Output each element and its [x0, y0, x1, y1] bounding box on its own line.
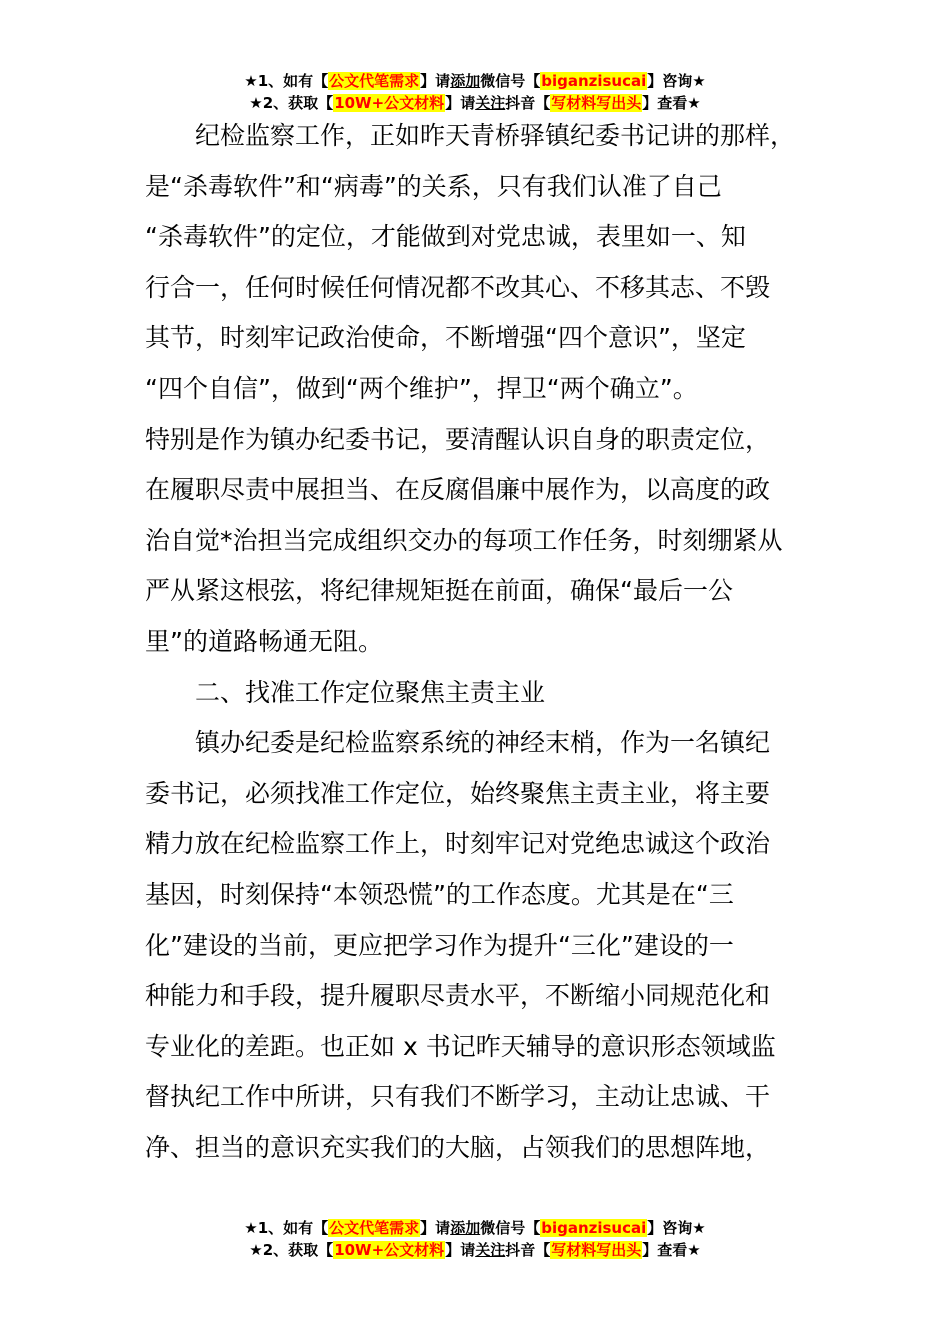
body-line: 特别是作为镇办纪委书记，要清醒认识自身的职责定位， [145, 424, 771, 454]
highlight-douyin-id: 写材料写出头 [551, 1241, 642, 1259]
body-line: 精力放在纪检监察工作上，时刻牢记对党绝忠诚这个政治 [145, 829, 771, 859]
body-line: 净、担当的意识充实我们的大脑，占领我们的思想阵地， [145, 1132, 771, 1162]
document-body [145, 111, 825, 1173]
body-line: 督执纪工作中所讲，只有我们不断学习，主动让忠诚、干 [145, 1082, 771, 1112]
body-line: 里”的道路畅通无阻。 [145, 626, 383, 656]
body-line: 是“杀毒软件”和“病毒”的关系，只有我们认准了自己 [145, 171, 722, 201]
banner-line-1: ★1、如有【公文代笔需求】请添加微信号【biganzisucai】咨询★ [244, 72, 706, 90]
body-line: 镇办纪委是纪检监察系统的神经末梢，作为一名镇纪 [195, 728, 771, 758]
footer-banner [0, 1217, 950, 1261]
body-line: 其节，时刻牢记政治使命，不断增强“四个意识”，坚定 [145, 323, 746, 353]
body-line: 化”建设的当前，更应把学习作为提升“三化”建设的一 [145, 930, 734, 960]
body-line: 委书记，必须找准工作定位，始终聚焦主责主业，将主要 [145, 778, 771, 808]
highlight-service: 公文代笔需求 [329, 1219, 420, 1237]
banner-line-1: ★1、如有【公文代笔需求】请添加微信号【biganzisucai】咨询★ [244, 1219, 706, 1237]
body-line: “杀毒软件”的定位，才能做到对党忠诚，表里如一、知 [145, 222, 746, 252]
body-line: 严从紧这根弦，将纪律规矩挺在前面，确保“最后一公 [145, 576, 733, 606]
banner-line-2: ★2、获取【10W+公文材料】请关注抖音【写材料写出头】查看★ [249, 94, 701, 112]
body-line: 治自觉*治担当完成组织交办的每项工作任务，时刻绷紧从 [145, 525, 783, 555]
body-line: 纪检监察工作，正如昨天青桥驿镇纪委书记讲的那样， [195, 121, 796, 150]
section-heading: 二、找准工作定位聚焦主责主业 [195, 677, 546, 707]
body-line: 专业化的差距。也正如 x 书记昨天辅导的意识形态领域监 [145, 1031, 776, 1061]
header-banner [0, 70, 950, 114]
body-line: 行合一，任何时候任何情况都不改其心、不移其志、不毁 [145, 272, 771, 302]
highlight-materials: 10W+公文材料 [334, 1241, 445, 1259]
highlight-douyin-id: 写材料写出头 [551, 94, 642, 112]
body-line: 种能力和手段，提升履职尽责水平，不断缩小同规范化和 [145, 981, 771, 1011]
banner-line-2: ★2、获取【10W+公文材料】请关注抖音【写材料写出头】查看★ [249, 1241, 701, 1259]
highlight-wechat-id: biganzisucai [541, 1219, 647, 1237]
highlight-wechat-id: biganzisucai [541, 72, 647, 90]
body-line: “四个自信”，做到“两个维护”，捍卫“两个确立”。 [145, 373, 698, 403]
body-line: 基因，时刻保持“本领恐慌”的工作态度。尤其是在“三 [145, 879, 734, 909]
body-line: 在履职尽责中展担当、在反腐倡廉中展作为，以高度的政 [145, 475, 771, 505]
highlight-service: 公文代笔需求 [329, 72, 420, 90]
highlight-materials: 10W+公文材料 [334, 94, 445, 112]
